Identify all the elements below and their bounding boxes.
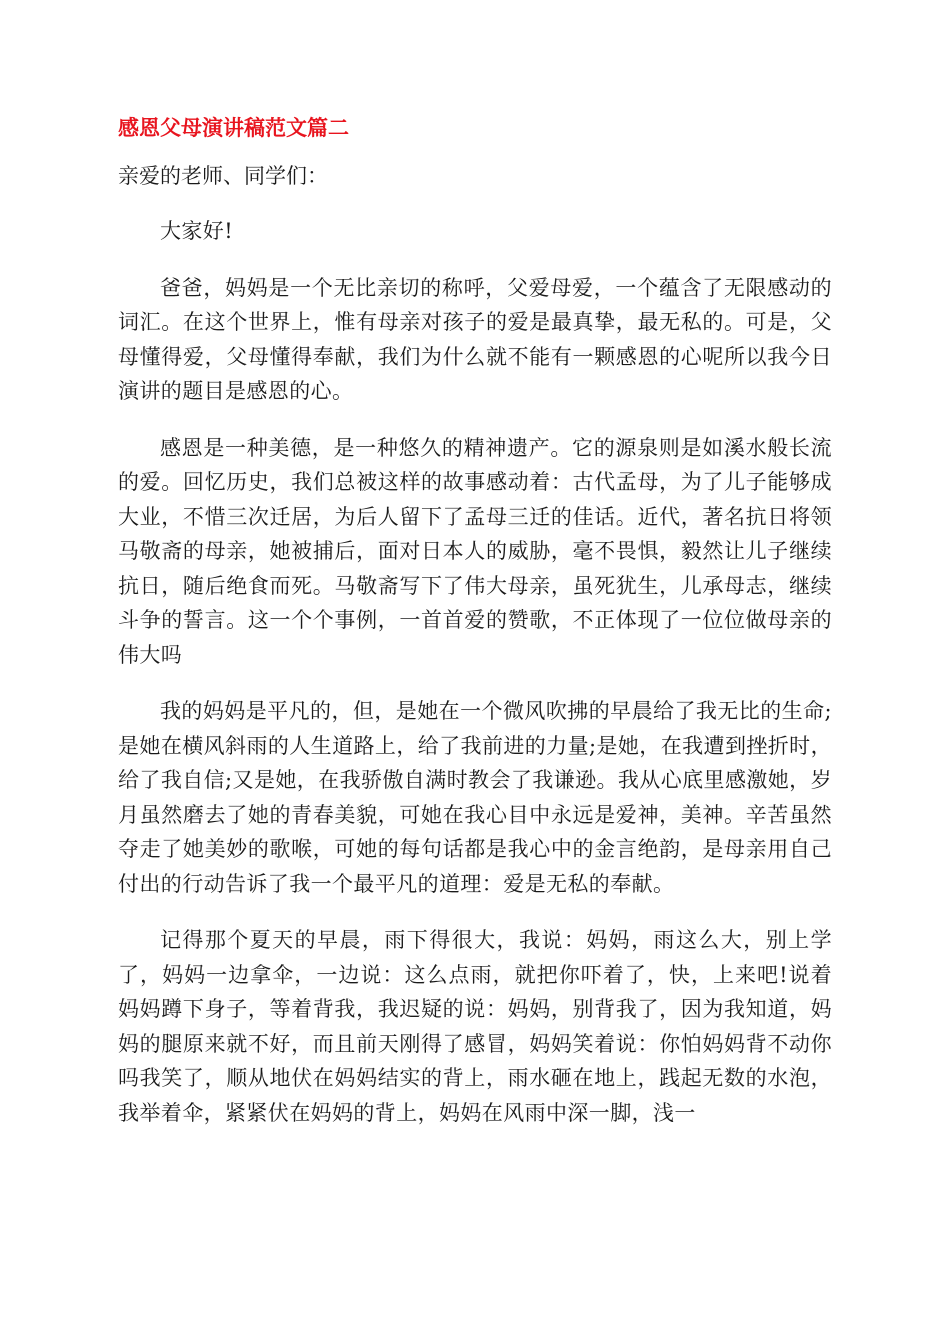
paragraph-history: 感恩是一种美德，是一种悠久的精神遗产。它的源泉则是如溪水般长流的爱。回忆历史，我们总被这样的故事感动着：古代孟母，为了儿子能够成大业，不惜三次迁居，为后人留下了孟母三迁的佳话。近代，著名抗日将领马敬斋的母亲，她被捕后，面对日本人的威胁，毫不畏惧，毅然让儿子继续抗日，随后绝食而死。马敬斋写下了伟大母亲，虽死犹生，儿承母志，继续斗争的誓言。这一个个事例，一首首爱的赞歌，不正体现了一位位做母亲的伟大吗 [118, 435, 832, 667]
document-title: 感恩父母演讲稿范文篇二 [118, 116, 349, 140]
paragraph-my-mother: 我的妈妈是平凡的，但，是她在一个微风吹拂的早晨给了我无比的生命;是她在横风斜雨的人生道路上，给了我前进的力量;是她，在我遭到挫折时，给了我自信;又是她，在我骄傲自满时教会了我谦逊。我从心底里感激她，岁月虽然磨去了她的青春美貌，可她在我心目中永远是爱神，美神。辛苦虽然夺走了她美妙的歌喉，可她的每句话都是我心中的金言绝韵，是母亲用自己付出的行动告诉了我一个最平凡的道理：爱是无私的奉献。 [118, 699, 832, 896]
document-page [118, 112, 832, 1152]
salutation: 亲爱的老师、同学们： [118, 164, 328, 188]
paragraph-intro: 爸爸，妈妈是一个无比亲切的称呼，父爱母爱，一个蕴含了无限感动的词汇。在这个世界上，惟有母亲对孩子的爱是最真挚，最无私的。可是，父母懂得爱，父母懂得奉献，我们为什么就不能有一颗感恩的心呢所以我今日演讲的题目是感恩的心。 [118, 275, 832, 403]
paragraph-greeting: 大家好! [160, 219, 234, 243]
paragraph-memory: 记得那个夏天的早晨，雨下得很大，我说：妈妈，雨这么大，别上学了，妈妈一边拿伞，一边说：这么点雨，就把你吓着了，快，上来吧!说着妈妈蹲下身子，等着背我，我迟疑的说：妈妈，别背我了，因为我知道，妈妈的腿原来就不好，而且前天刚得了感冒，妈妈笑着说：你怕妈妈背不动你吗我笑了，顺从地伏在妈妈结实的背上，雨水砸在地上，践起无数的水泡，我举着伞，紧紧伏在妈妈的背上，妈妈在风雨中深一脚，浅一 [118, 928, 832, 1125]
